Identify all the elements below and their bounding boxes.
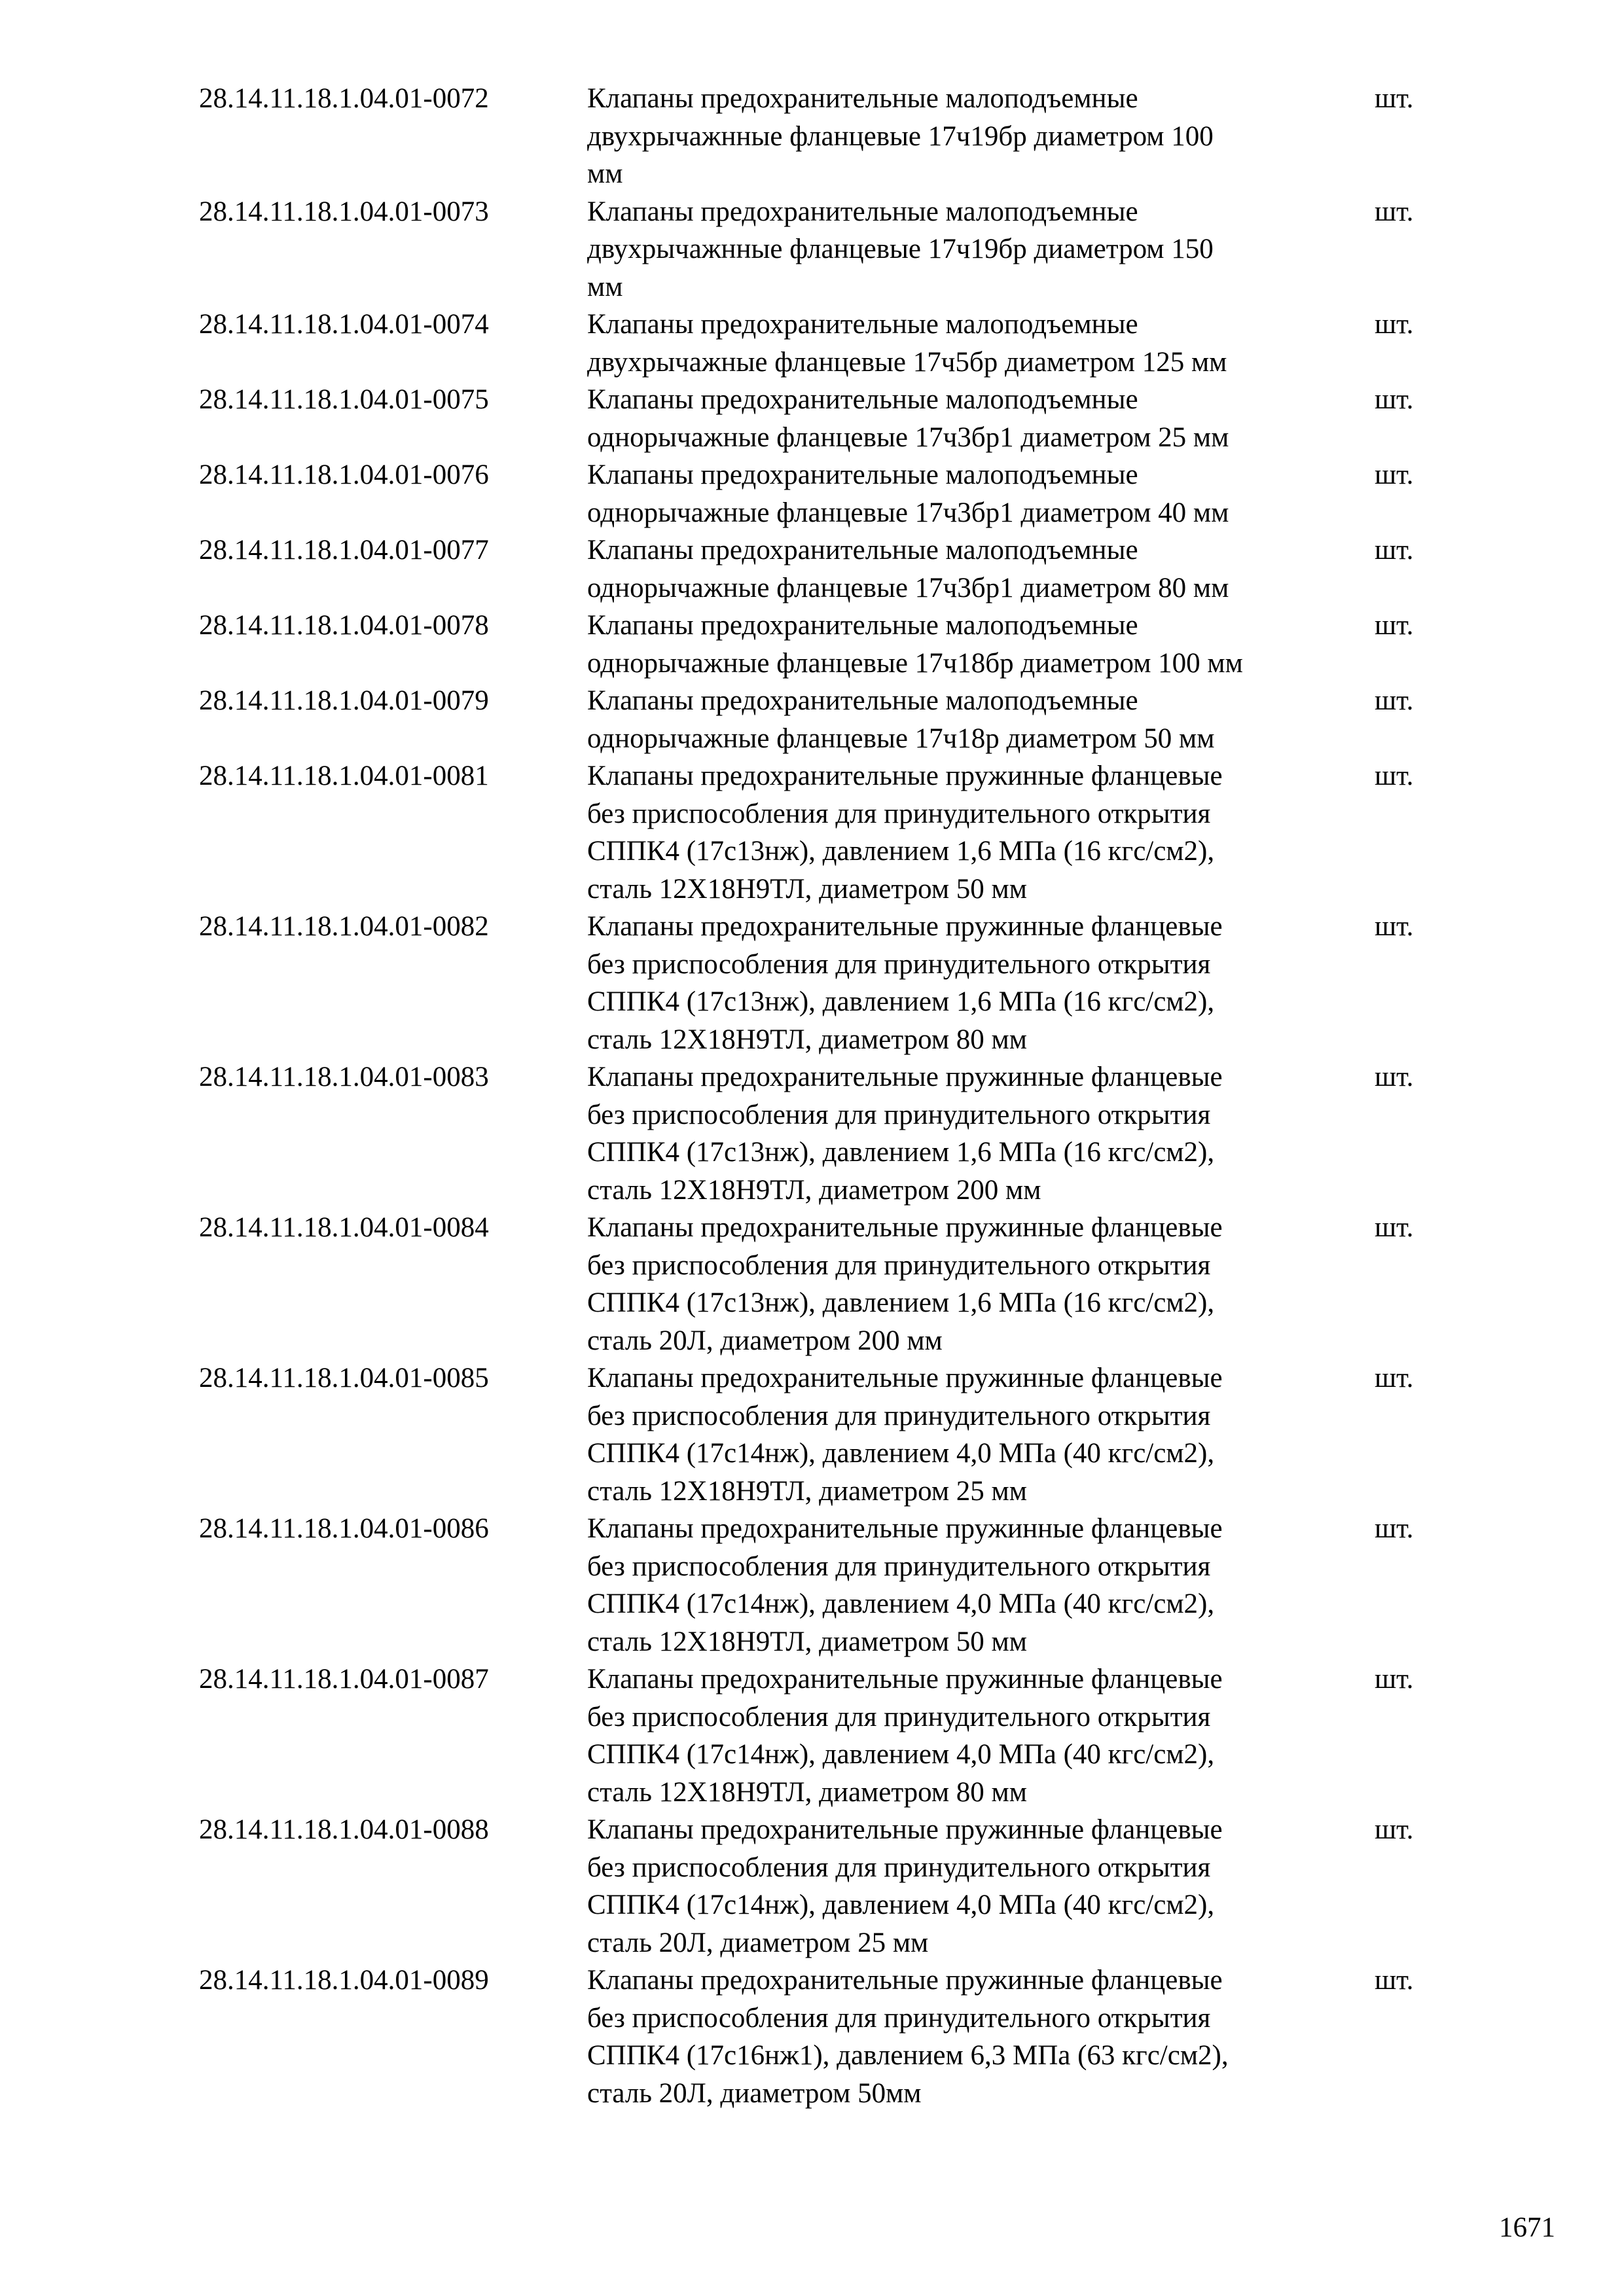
page-number: 1671 (1499, 2212, 1555, 2243)
item-name-line: мм (587, 271, 623, 302)
item-name-line: сталь 20Л, диаметром 25 мм (587, 1927, 929, 1958)
item-name-line: без приспособления для принудительного открытия (587, 798, 1211, 829)
list-item (0, 80, 1624, 193)
item-name-line: однорычажные фланцевые 17ч18р диаметром 50 мм (587, 723, 1215, 754)
item-name-line: Клапаны предохранительные малоподъемные (587, 196, 1138, 227)
item-name-line: однорычажные фланцевые 17ч3бр1 диаметром 80 мм (587, 572, 1229, 603)
item-code: 28.14.11.18.1.04.01-0084 (199, 1212, 489, 1243)
item-name-line: двухрычажнные фланцевые 17ч19бр диаметром 150 (587, 234, 1214, 264)
item-code: 28.14.11.18.1.04.01-0073 (199, 196, 489, 227)
item-name-line: Клапаны предохранительные пружинные фланцевые (587, 1062, 1223, 1092)
item-name-line: Клапаны предохранительные малоподъемные (587, 384, 1138, 415)
item-name (587, 908, 1366, 1058)
item-name-line: СППК4 (17с14нж), давлением 4,0 МПа (40 кгс/см2), (587, 1588, 1215, 1619)
item-name (587, 1209, 1366, 1359)
item-name-line: без приспособления для принудительного открытия (587, 1701, 1211, 1732)
list-item (0, 757, 1624, 908)
item-name (587, 456, 1366, 531)
item-code: 28.14.11.18.1.04.01-0078 (199, 610, 489, 641)
item-name-line: без приспособления для принудительного открытия (587, 1400, 1211, 1431)
item-name-line: без приспособления для принудительного открытия (587, 1099, 1211, 1130)
item-code: 28.14.11.18.1.04.01-0072 (199, 83, 489, 114)
list-item (0, 306, 1624, 381)
item-name-line: сталь 12Х18Н9ТЛ, диаметром 80 мм (587, 1776, 1027, 1808)
list-item (0, 1359, 1624, 1510)
item-unit: шт. (1375, 761, 1414, 791)
list-item (0, 1058, 1624, 1209)
item-name-line: сталь 20Л, диаметром 50мм (587, 2077, 922, 2109)
item-name (587, 80, 1366, 193)
item-name-line: сталь 12Х18Н9ТЛ, диаметром 25 мм (587, 1475, 1027, 1507)
item-name-line: СППК4 (17с13нж), давлением 1,6 МПа (16 кгс/см2), (587, 1137, 1215, 1168)
item-unit: шт. (1375, 911, 1414, 942)
item-name (587, 1058, 1366, 1209)
item-name-line: Клапаны предохранительные малоподъемные (587, 685, 1138, 716)
list-item (0, 682, 1624, 757)
list-item (0, 456, 1624, 531)
item-code: 28.14.11.18.1.04.01-0085 (199, 1363, 489, 1393)
item-name-line: сталь 20Л, диаметром 200 мм (587, 1325, 943, 1356)
item-code: 28.14.11.18.1.04.01-0074 (199, 309, 489, 340)
item-name-line: без приспособления для принудительного открытия (587, 1852, 1211, 1883)
item-name-line: СППК4 (17с14нж), давлением 4,0 МПа (40 кгс/см2), (587, 1739, 1215, 1770)
item-unit: шт. (1375, 196, 1414, 227)
item-name (587, 381, 1366, 456)
item-code: 28.14.11.18.1.04.01-0075 (199, 384, 489, 415)
item-name-line: Клапаны предохранительные пружинные фланцевые (587, 1212, 1223, 1243)
item-name-line: сталь 12Х18Н9ТЛ, диаметром 50 мм (587, 873, 1027, 905)
item-unit: шт. (1375, 685, 1414, 716)
item-name (587, 1359, 1366, 1510)
list-item (0, 193, 1624, 306)
item-name (587, 1962, 1366, 2112)
item-unit: шт. (1375, 1062, 1414, 1092)
item-name-line: без приспособления для принудительного открытия (587, 1249, 1211, 1281)
list-item (0, 1660, 1624, 1811)
item-name-line: Клапаны предохранительные малоподъемные (587, 83, 1138, 114)
item-unit: шт. (1375, 384, 1414, 415)
item-unit: шт. (1375, 535, 1414, 565)
item-code: 28.14.11.18.1.04.01-0089 (199, 1965, 489, 1996)
item-unit: шт. (1375, 83, 1414, 114)
item-name-line: Клапаны предохранительные пружинные фланцевые (587, 1965, 1223, 1996)
item-code: 28.14.11.18.1.04.01-0088 (199, 1814, 489, 1845)
list-item (0, 1811, 1624, 1962)
item-name-line: мм (587, 158, 623, 189)
item-unit: шт. (1375, 1212, 1414, 1243)
item-name (587, 607, 1366, 682)
item-name (587, 1660, 1366, 1811)
item-unit: шт. (1375, 309, 1414, 340)
item-unit: шт. (1375, 1664, 1414, 1695)
item-name-line: Клапаны предохранительные пружинные фланцевые (587, 1513, 1223, 1544)
list-item (0, 908, 1624, 1058)
list-item (0, 1209, 1624, 1359)
item-name-line: СППК4 (17с13нж), давлением 1,6 МПа (16 кгс/см2), (587, 836, 1215, 867)
item-name (587, 1510, 1366, 1660)
item-name-line: Клапаны предохранительные пружинные фланцевые (587, 1363, 1223, 1393)
item-code: 28.14.11.18.1.04.01-0076 (199, 459, 489, 490)
item-name (587, 306, 1366, 381)
list-item (0, 531, 1624, 607)
item-unit: шт. (1375, 1814, 1414, 1845)
item-name-line: Клапаны предохранительные малоподъемные (587, 535, 1138, 565)
item-code: 28.14.11.18.1.04.01-0082 (199, 911, 489, 942)
item-unit: шт. (1375, 459, 1414, 490)
item-name (587, 682, 1366, 757)
item-unit: шт. (1375, 1965, 1414, 1996)
list-item (0, 607, 1624, 682)
item-name-line: без приспособления для принудительного открытия (587, 1551, 1211, 1582)
item-name (587, 1811, 1366, 1962)
item-name-line: СППК4 (17с14нж), давлением 4,0 МПа (40 кгс/см2), (587, 1438, 1215, 1469)
list-item (0, 1962, 1624, 2112)
item-name-line: двухрычажные фланцевые 17ч5бр диаметром 125 мм (587, 346, 1227, 378)
list-item (0, 381, 1624, 456)
item-name-line: Клапаны предохранительные малоподъемные (587, 459, 1138, 490)
item-name-line: без приспособления для принудительного открытия (587, 948, 1211, 980)
item-name-line: Клапаны предохранительные пружинные фланцевые (587, 1814, 1223, 1845)
item-name-line: однорычажные фланцевые 17ч18бр диаметром 100 мм (587, 647, 1243, 679)
item-unit: шт. (1375, 1363, 1414, 1393)
item-code: 28.14.11.18.1.04.01-0081 (199, 761, 489, 791)
item-name-line: Клапаны предохранительные пружинные фланцевые (587, 1664, 1223, 1695)
item-code: 28.14.11.18.1.04.01-0079 (199, 685, 489, 716)
item-name-line: без приспособления для принудительного открытия (587, 2002, 1211, 2034)
item-name-line: Клапаны предохранительные малоподъемные (587, 610, 1138, 641)
item-name (587, 193, 1366, 306)
item-name-line: Клапаны предохранительные пружинные фланцевые (587, 761, 1223, 791)
item-name-line: Клапаны предохранительные малоподъемные (587, 309, 1138, 340)
item-name-line: сталь 12Х18Н9ТЛ, диаметром 80 мм (587, 1024, 1027, 1055)
item-name-line: СППК4 (17с13нж), давлением 1,6 МПа (16 кгс/см2), (587, 1287, 1215, 1318)
item-name-line: однорычажные фланцевые 17ч3бр1 диаметром 40 мм (587, 497, 1229, 528)
item-name (587, 531, 1366, 607)
item-name-line: СППК4 (17с14нж), давлением 4,0 МПа (40 кгс/см2), (587, 1890, 1215, 1920)
item-unit: шт. (1375, 1513, 1414, 1544)
item-name-line: СППК4 (17с13нж), давлением 1,6 МПа (16 кгс/см2), (587, 986, 1215, 1017)
item-name-line: СППК4 (17с16нж1), давлением 6,3 МПа (63 кгс/см2), (587, 2040, 1229, 2071)
list-item (0, 1510, 1624, 1660)
item-unit: шт. (1375, 610, 1414, 641)
item-name-line: Клапаны предохранительные пружинные фланцевые (587, 911, 1223, 942)
item-code: 28.14.11.18.1.04.01-0083 (199, 1062, 489, 1092)
item-name (587, 757, 1366, 908)
item-name-line: однорычажные фланцевые 17ч3бр1 диаметром 25 мм (587, 422, 1229, 453)
item-name-line: сталь 12Х18Н9ТЛ, диаметром 200 мм (587, 1174, 1041, 1206)
item-code: 28.14.11.18.1.04.01-0087 (199, 1664, 489, 1695)
item-name-line: двухрычажнные фланцевые 17ч19бр диаметром 100 (587, 120, 1214, 152)
item-name-line: сталь 12Х18Н9ТЛ, диаметром 50 мм (587, 1626, 1027, 1657)
item-code: 28.14.11.18.1.04.01-0086 (199, 1513, 489, 1544)
item-code: 28.14.11.18.1.04.01-0077 (199, 535, 489, 565)
